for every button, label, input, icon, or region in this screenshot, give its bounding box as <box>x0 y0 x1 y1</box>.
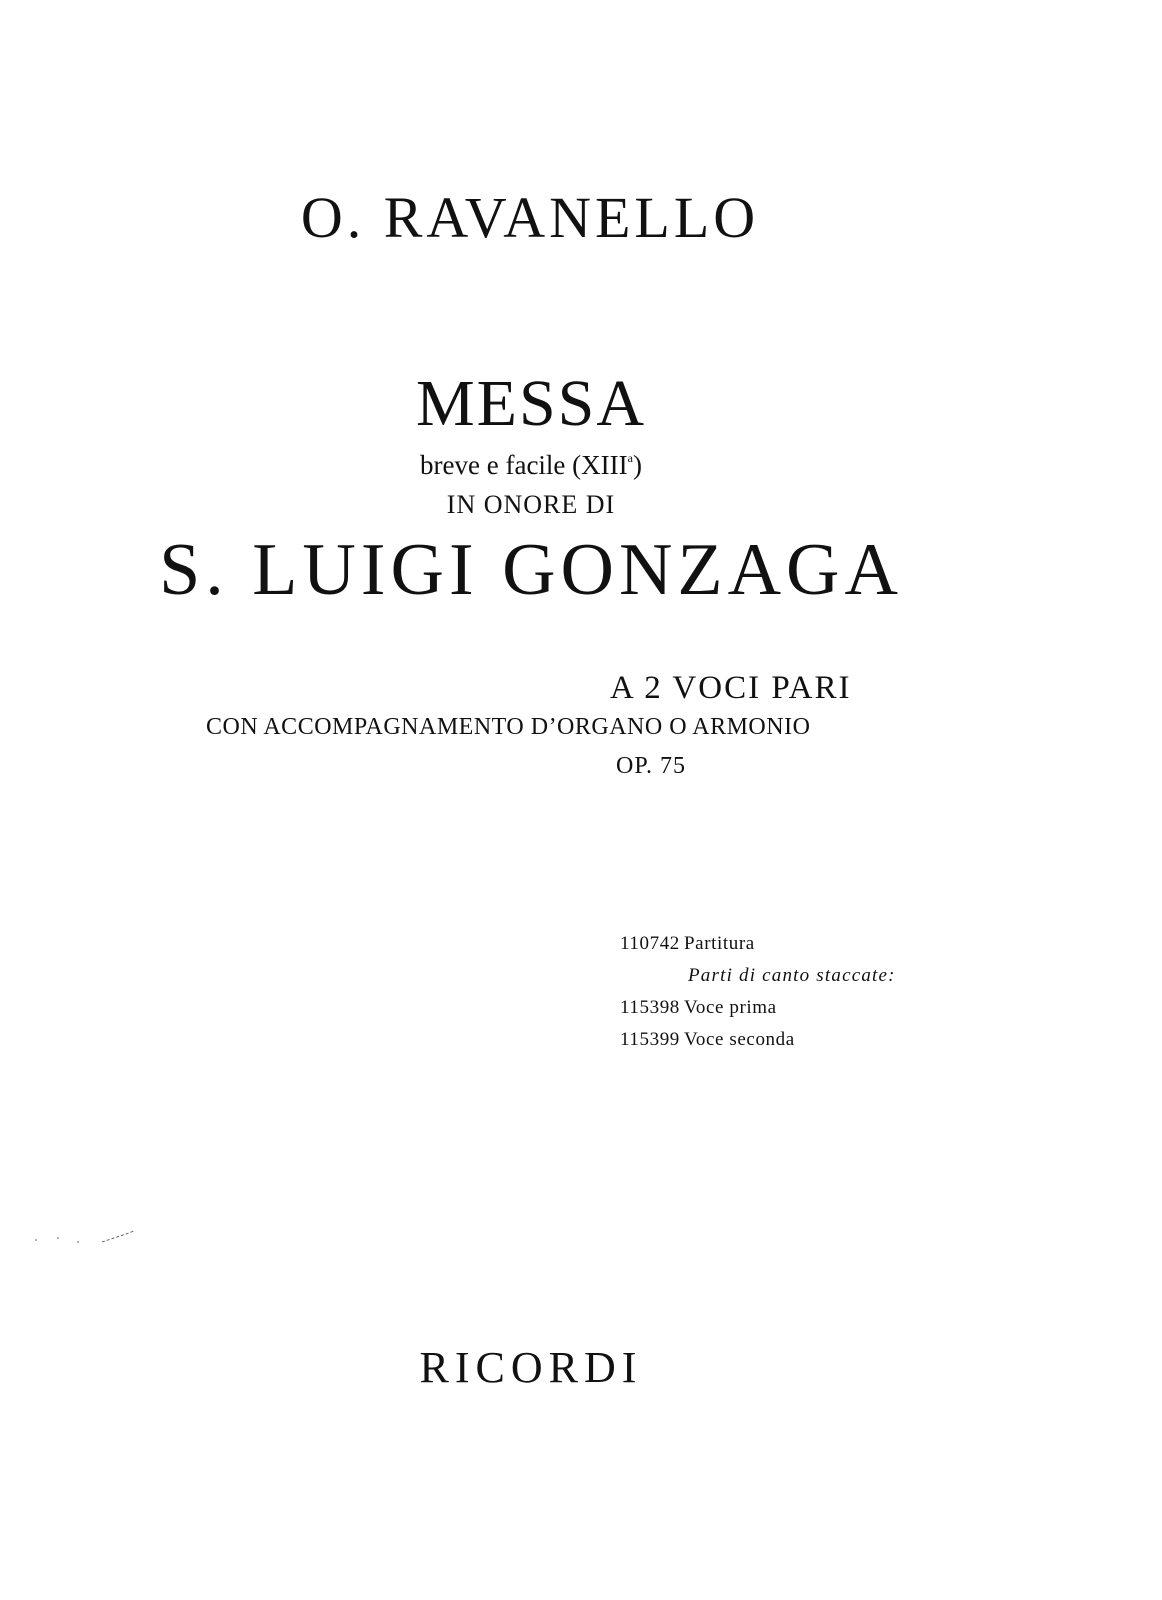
opus-number: OP. 75 <box>616 753 687 779</box>
edition-number: 115398 <box>620 997 680 1018</box>
work-subtitle <box>0 450 1062 481</box>
edition-row <box>620 992 896 1024</box>
subtitle-text: breve e facile (XIII <box>420 450 628 480</box>
edition-row <box>620 1024 896 1056</box>
edition-label: Voce seconda <box>684 1029 795 1050</box>
composer-name: O. RAVANELLO <box>300 185 760 250</box>
edition-number: 115399 <box>620 1029 680 1050</box>
scan-specks <box>30 1222 150 1252</box>
dedicatee-name: S. LUIGI GONZAGA <box>159 529 903 611</box>
subtitle-ordinal: a <box>627 451 633 465</box>
edition-number: 110742 <box>620 933 680 954</box>
edition-list <box>620 928 896 1056</box>
publisher-name: RICORDI <box>419 1343 643 1392</box>
edition-label: Voce prima <box>684 997 777 1018</box>
subtitle-close: ) <box>632 450 642 480</box>
dedication-line: IN ONORE DI <box>446 490 616 519</box>
accompaniment-line: CON ACCOMPAGNAMENTO D’ORGANO O ARMONIO <box>206 714 811 740</box>
voicing: A 2 VOCI PARI <box>610 670 852 706</box>
work-title: MESSA <box>415 367 647 440</box>
edition-note: Parti di canto staccate: <box>688 965 896 986</box>
edition-row <box>620 928 896 960</box>
edition-label: Partitura <box>684 933 755 954</box>
